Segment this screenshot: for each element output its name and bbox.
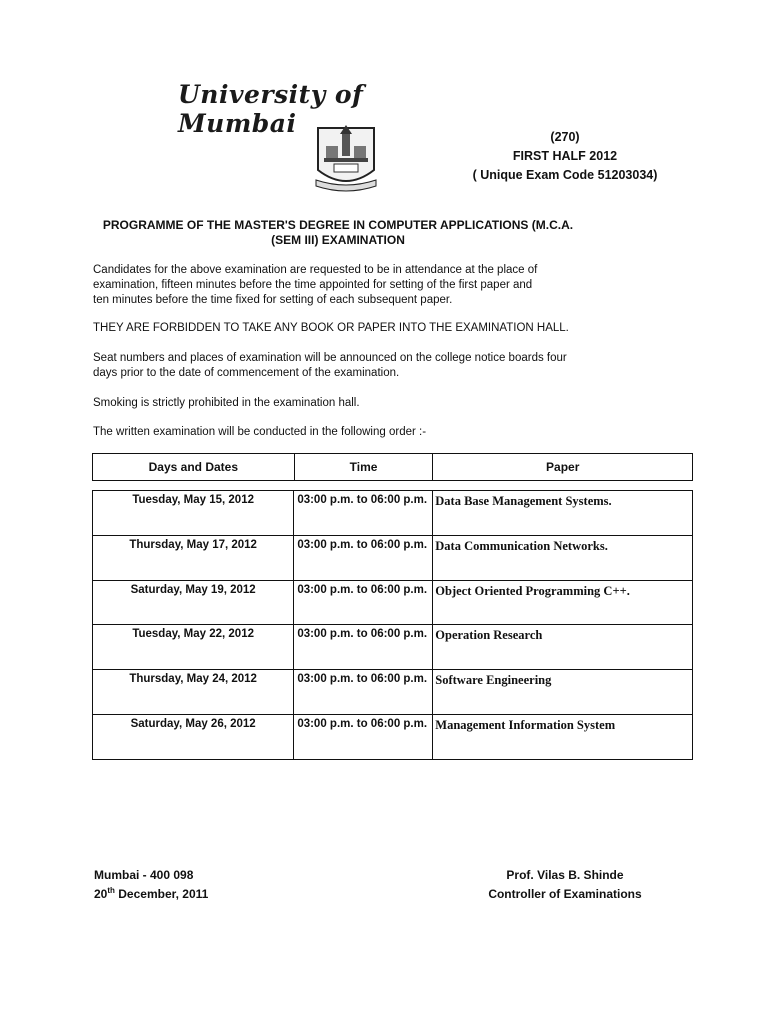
exam-number: (270): [550, 130, 580, 144]
signatory-title: Controller of Examinations: [488, 887, 642, 901]
header-days-and-dates: Days and Dates: [93, 454, 295, 481]
row-time: 03:00 p.m. to 06:00 p.m.: [294, 491, 433, 536]
row-date: Saturday, May 19, 2012: [93, 580, 294, 625]
row-date: Tuesday, May 15, 2012: [93, 491, 294, 536]
university-logo-text: University of Mumbai: [178, 80, 364, 138]
row-paper: Object Oriented Programming C++.: [433, 580, 693, 625]
row-paper: Data Base Management Systems.: [433, 491, 693, 536]
programme-title: [96, 218, 580, 248]
row-time: 03:00 p.m. to 06:00 p.m.: [294, 670, 433, 715]
footer-date-rest: December, 2011: [114, 887, 209, 901]
schedule-table: [92, 490, 693, 760]
footer-date-day: 20: [94, 887, 108, 901]
footer-place-date: [94, 866, 208, 904]
row-date: Thursday, May 17, 2012: [93, 535, 294, 580]
attendance-line1: Candidates for the above examination are requested to be in attendance at the place of: [93, 264, 538, 276]
table-row: [93, 625, 693, 670]
footer-signatory: [480, 866, 650, 904]
row-paper: Management Information System: [433, 714, 693, 759]
seat-notice-line1: Seat numbers and places of examination will be announced on the college notice boards four: [93, 352, 567, 364]
row-paper: Software Engineering: [433, 670, 693, 715]
footer-place: Mumbai - 400 098: [94, 868, 194, 882]
attendance-line2: examination, fifteen minutes before the time appointed for setting of the first paper and: [93, 279, 533, 291]
attendance-line3: ten minutes before the time fixed for setting of each subsequent paper.: [93, 294, 453, 306]
exam-code-block: [440, 128, 690, 185]
schedule-header-table: [92, 453, 693, 481]
table-row: [93, 491, 693, 536]
programme-title-line2: (SEM III) EXAMINATION: [271, 233, 405, 247]
row-date: Tuesday, May 22, 2012: [93, 625, 294, 670]
university-seal-icon: [312, 120, 380, 194]
programme-title-line1: PROGRAMME OF THE MASTER'S DEGREE IN COMPUTER APPLICATIONS (M.C.A.: [102, 218, 574, 232]
unique-exam-code: ( Unique Exam Code 51203034): [472, 168, 658, 182]
table-row: [93, 535, 693, 580]
seat-notice-line2: days prior to the date of commencement of the examination.: [93, 367, 400, 379]
row-paper: Data Communication Networks.: [433, 535, 693, 580]
row-paper: Operation Research: [433, 625, 693, 670]
table-row: [93, 714, 693, 759]
row-date: Saturday, May 26, 2012: [93, 714, 294, 759]
footer-date: [94, 885, 208, 904]
row-time: 03:00 p.m. to 06:00 p.m.: [294, 535, 433, 580]
header-time: Time: [294, 454, 433, 481]
table-row: [93, 580, 693, 625]
schedule-header-row: [93, 454, 693, 481]
table-row: [93, 670, 693, 715]
seat-number-notice: [93, 351, 593, 381]
forbidden-notice: THEY ARE FORBIDDEN TO TAKE ANY BOOK OR PAPER INTO THE EXAMINATION HALL.: [93, 322, 569, 334]
row-date: Thursday, May 24, 2012: [93, 670, 294, 715]
exam-session: FIRST HALF 2012: [512, 149, 618, 163]
row-time: 03:00 p.m. to 06:00 p.m.: [294, 714, 433, 759]
row-time: 03:00 p.m. to 06:00 p.m.: [294, 625, 433, 670]
order-notice: The written examination will be conducted in the following order :-: [93, 426, 427, 438]
signatory-name: Prof. Vilas B. Shinde: [506, 868, 624, 882]
footer-date-suffix: th: [107, 886, 115, 895]
attendance-instruction: [93, 263, 593, 308]
header-paper: Paper: [433, 454, 693, 481]
smoking-notice: Smoking is strictly prohibited in the examination hall.: [93, 397, 360, 409]
row-time: 03:00 p.m. to 06:00 p.m.: [294, 580, 433, 625]
